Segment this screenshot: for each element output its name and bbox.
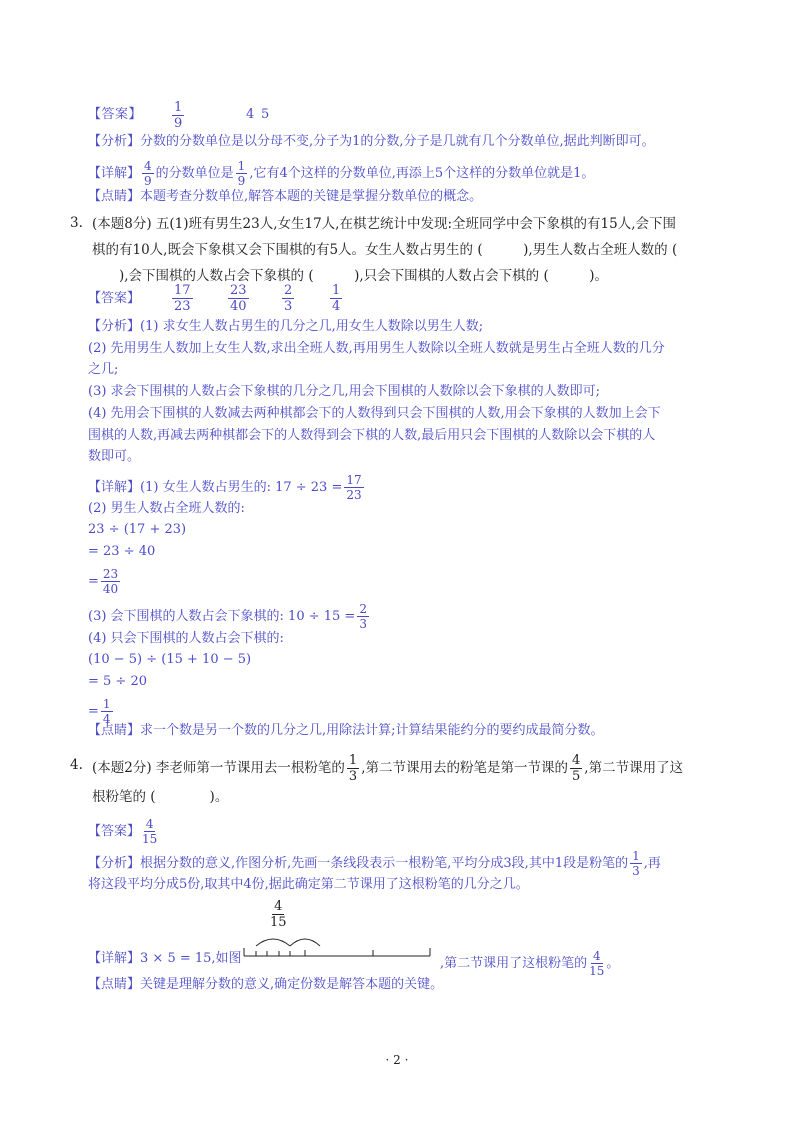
detail-tag: 【详解】 <box>88 951 141 966</box>
page-number: · 2 · <box>385 1053 409 1067</box>
q4-analysis-line-1: 【分析】根据分数的意义,作图分析,先画一条线段表示一根粉笔,平均分成3段,其中1段是粉笔的 $\frac{1}{3}$ ,再 <box>88 849 661 878</box>
analysis-tag: 【分析】 <box>88 319 141 334</box>
q3-answer-4: $\frac{1}{4}$ <box>332 283 341 314</box>
q2-point <box>88 188 482 206</box>
fraction: $\frac{4}{9}$ <box>144 159 152 188</box>
fraction: $\frac{4}{15}$ <box>589 949 605 978</box>
q4-stem-line-1: (本题2分) 李老师第一节课用去一根粉笔的 $\frac{1}{3}$ ,第二节课用去的粉笔是第一节课的 $\frac{4}{5}$ ,第二节课用了这 <box>92 753 684 784</box>
q2-answer-row <box>88 106 142 124</box>
chalk-segment-diagram <box>238 930 438 964</box>
q2-answer-3: 5 <box>261 107 270 122</box>
point-text: 关键是理解分数的意义,确定份数是解答本题的关键。 <box>140 977 444 992</box>
q3-analysis-line-4: (3) 求会下围棋的人数占会下象棋的几分之几,用会下围棋的人数除以会下象棋的人数即可; <box>88 384 601 399</box>
q4-stem-line-2: 根粉笔的 ( )。 <box>92 789 229 805</box>
fraction: $\frac{17}{23}$ <box>346 473 362 502</box>
q3-analysis-line-6: 围棋的人数,再减去两种棋都会下的人数得到会下棋的人数,最后用只会下围棋的人数除以会下棋的人 <box>88 428 656 443</box>
q3-detail-4-step-1: (10 − 5) ÷ (15 + 10 − 5) <box>88 652 252 667</box>
fraction: $\frac{23}{40}$ <box>102 567 119 596</box>
detail-tag: 【详解】 <box>88 166 141 181</box>
q3-detail-2-step-1: 23 ÷ (17 + 23) <box>88 522 187 537</box>
q3-point <box>88 722 604 740</box>
answer-tag: 【答案】 <box>88 824 141 839</box>
q3-detail-2-title: (2) 男生人数占全班人数的: <box>88 501 245 516</box>
question-number: 4. <box>70 757 83 773</box>
point-tag: 【点睛】 <box>88 723 141 738</box>
q3-analysis-line-1: 【分析】(1) 求女生人数占男生的几分之几,用女生人数除以男生人数; <box>88 319 484 334</box>
point-tag: 【点睛】 <box>88 977 141 992</box>
q3-detail-1: 【详解】(1) 女生人数占男生的: 17 ÷ 23 = $\frac{17}{23}$ <box>88 473 362 502</box>
answer-fraction: $\frac{4}{15}$ <box>142 817 158 846</box>
fraction: $\frac{1}{9}$ <box>237 159 246 188</box>
analysis-tag: 【分析】 <box>88 134 141 149</box>
question-number: 3. <box>70 215 83 231</box>
point-text: 本题考查分数单位,解答本题的关键是掌握分数单位的概念。 <box>140 189 483 204</box>
q3-detail-4-step-3: = $\frac{1}{4}$ <box>88 697 111 726</box>
q3-stem-line-1: (本题8分) 五(1)班有男生23人,女生17人,在棋艺统计中发现:全班同学中会下象棋的有15人,会下围 <box>92 216 676 232</box>
brace-left <box>256 939 290 946</box>
fraction: $\frac{4}{5}$ <box>572 753 581 784</box>
q2-answer-1: $\frac{1}{9}$ <box>174 100 183 131</box>
diagram-fraction-label: $\frac{4}{15}$ <box>270 899 287 930</box>
q4-detail-left: 【详解】3 × 5 = 15,如图 <box>88 951 242 966</box>
q4-detail-right: ,第二节课用了这根粉笔的 $\frac{4}{15}$ 。 <box>440 949 620 978</box>
answer-tag: 【答案】 <box>88 107 143 122</box>
q4-analysis-line-2: 将这段平均分成5份,取其中4份,据此确定第二节课用了这根粉笔的几分之几。 <box>88 877 529 892</box>
fraction: $\frac{2}{3}$ <box>359 602 367 631</box>
q3-answer-3: $\frac{2}{3}$ <box>284 283 293 314</box>
q3-detail-2-step-2: = 23 ÷ 40 <box>88 544 156 559</box>
point-text: 求一个数是另一个数的几分之几,用除法计算;计算结果能约分的要约成最简分数。 <box>140 723 604 738</box>
q3-answer-2: $\frac{23}{40}$ <box>230 283 247 314</box>
q4-point <box>88 976 443 994</box>
analysis-tag: 【分析】 <box>88 856 141 871</box>
q3-analysis-line-2: (2) 先用男生人数加上女生人数,求出全班人数,再用男生人数除以全班人数就是男生占全班人数的几分 <box>88 341 665 356</box>
detail-tag: 【详解】 <box>88 480 141 495</box>
fraction: $\frac{1}{3}$ <box>348 753 358 784</box>
point-tag: 【点睛】 <box>88 189 141 204</box>
answer-tag: 【答案】 <box>88 291 141 306</box>
brace-right <box>290 939 320 946</box>
q2-analysis <box>88 133 655 151</box>
q3-analysis-line-7: 数即可。 <box>88 449 141 464</box>
q3-analysis-line-3: 之几; <box>88 362 119 377</box>
q3-detail-4-title: (4) 只会下围棋的人数占会下棋的: <box>88 631 284 646</box>
q3-answer-row <box>88 290 140 308</box>
q3-detail-3: (3) 会下围棋的人数占会下象棋的: 10 ÷ 15 = $\frac{2}{3}$ <box>88 602 367 631</box>
q3-stem-line-3: ),会下围棋的人数占会下象棋的 ( ),只会下围棋的人数占会下棋的 ( )。 <box>92 268 608 284</box>
q3-answer-1: $\frac{17}{23}$ <box>174 283 191 314</box>
q3-stem-line-2: 棋的有10人,既会下象棋又会下围棋的有5人。女生人数占男生的 ( ),男生人数占全班人数的 ( <box>92 242 678 258</box>
q3-detail-2-step-3: = $\frac{23}{40}$ <box>88 567 119 596</box>
q2-answer-2: 4 <box>246 107 255 122</box>
fraction: $\frac{1}{3}$ <box>632 849 640 878</box>
analysis-text: 分数的分数单位是以分母不变,分子为1的分数,分子是几就有几个分数单位,据此判断即可。 <box>140 134 655 149</box>
q3-analysis-line-5: (4) 先用会下围棋的人数减去两种棋都会下的人数得到只会下围棋的人数,用会下象棋的人数加上会下 <box>88 406 661 421</box>
q3-detail-4-step-2: = 5 ÷ 20 <box>88 674 147 689</box>
q4-answer <box>88 818 159 845</box>
q2-detail: 【详解】 $\frac{4}{9}$ 的分数单位是 $\frac{1}{9}$ ,它有4个这样的分数单位,再添上5个这样的分数单位就是1。 <box>88 159 595 188</box>
fraction: $\frac{1}{4}$ <box>102 697 111 726</box>
